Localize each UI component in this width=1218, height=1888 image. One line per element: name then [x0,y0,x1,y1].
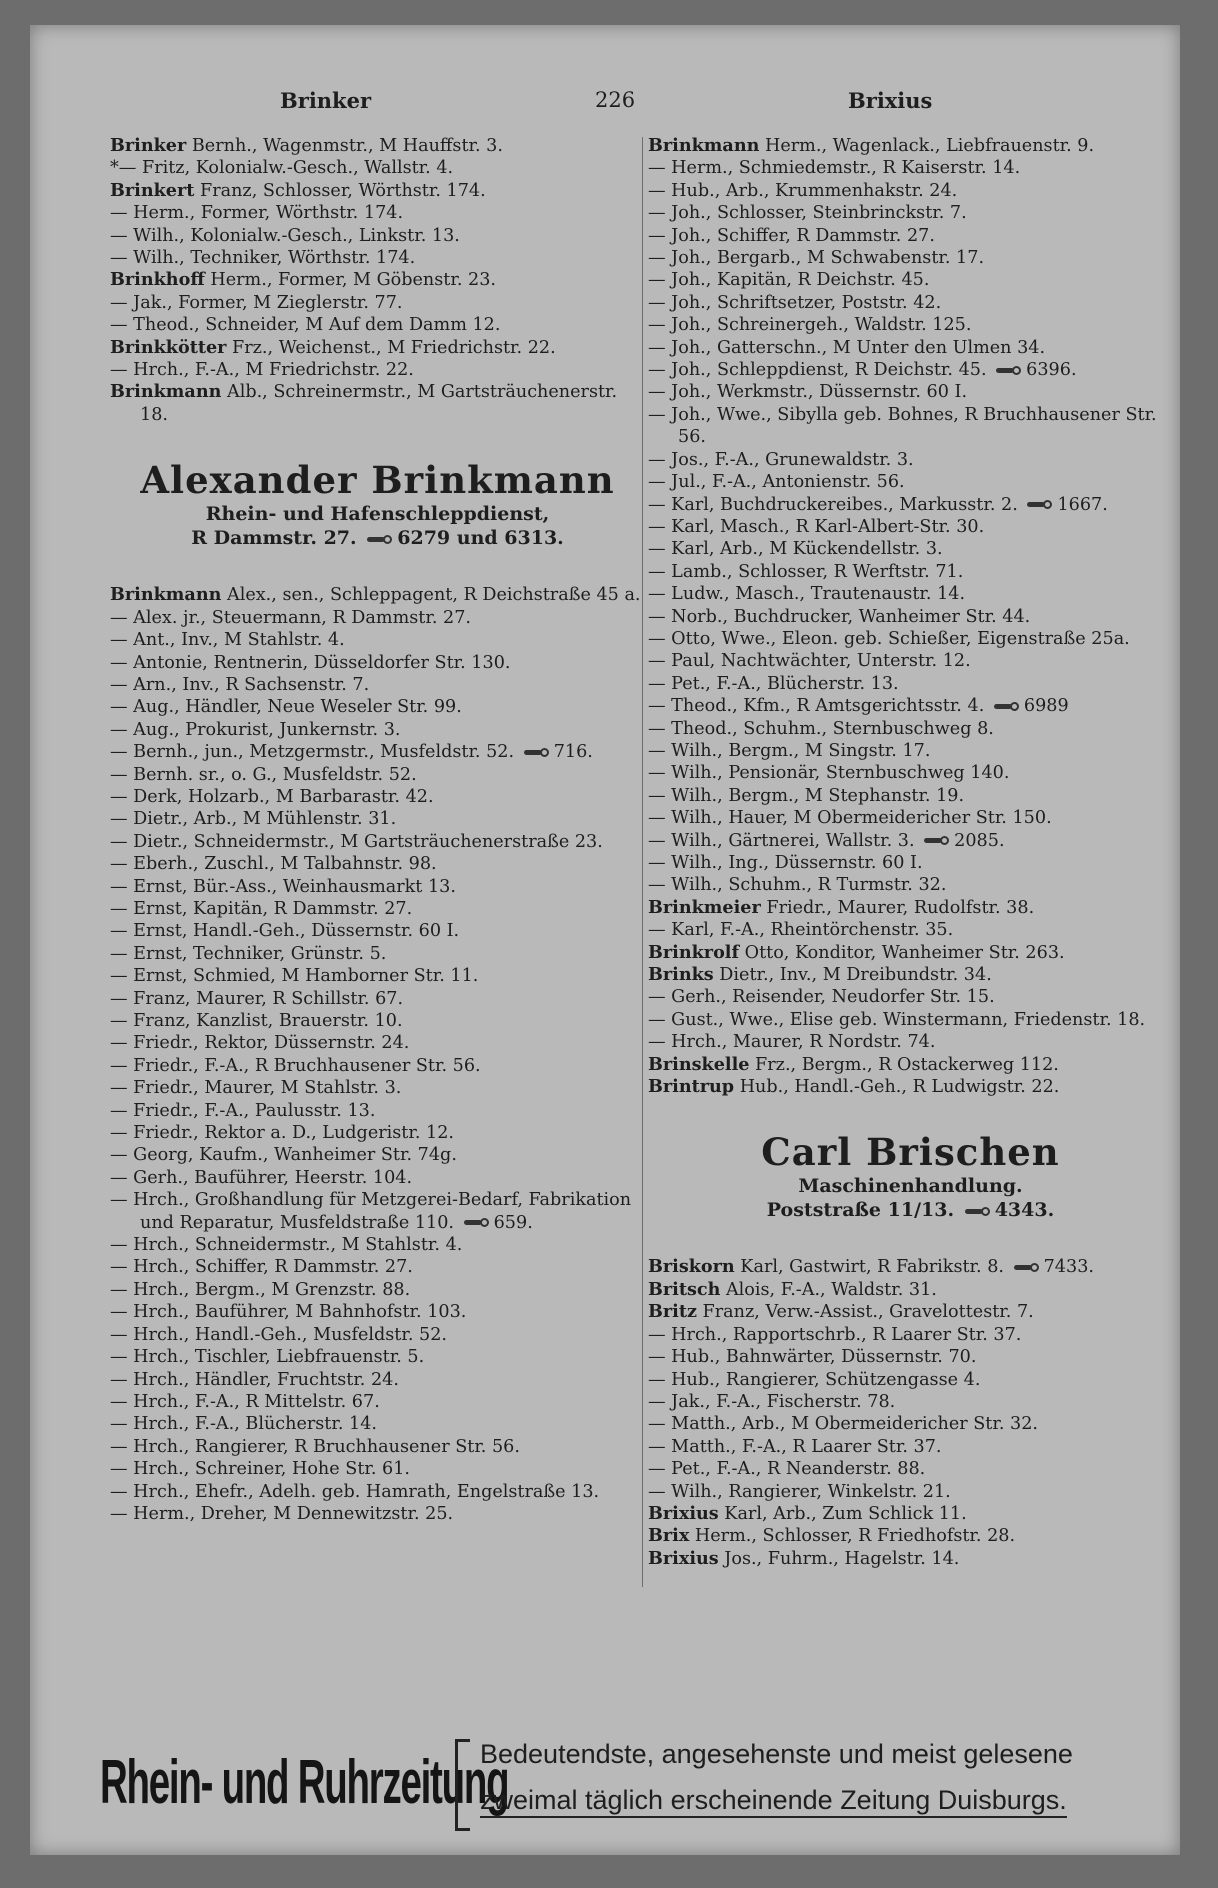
entry-text: — Hrch., Handl.-Geh., Musfeldstr. 52. [110,1324,447,1345]
business-advertisement [648,1130,1173,1222]
entry-text: — Jos., F.-A., Grunewaldstr. 3. [648,449,914,470]
entry-text: — Antonie, Rentnerin, Düsseldorfer Str. 130. [110,652,511,673]
directory-entry [648,606,1173,628]
entry-text: — Otto, Wwe., Eleon. geb. Schießer, Eigenstraße 25a. [648,628,1130,649]
entry-text: *— Fritz, Kolonialw.-Gesch., Wallstr. 4. [110,158,454,179]
directory-entry [110,1010,645,1032]
entry-text: — Dietr., Schneidermstr., M Gartsträuchenerstraße 23. [110,831,603,852]
phone-number: 4343. [994,1199,1055,1222]
entry-text: — Hrch., Rangierer, R Bruchhausener Str. 56. [110,1436,520,1457]
directory-entry [110,180,645,202]
entry-text: — Aug., Prokurist, Junkernstr. 3. [110,719,401,740]
directory-entry [110,988,645,1010]
phone-number: 1667. [1057,494,1108,515]
directory-entry [110,1055,645,1077]
directory-entry [648,897,1173,919]
directory-entry [648,919,1173,941]
directory-entry [648,516,1173,538]
directory-entry [110,853,645,875]
entry-text: — Wilh., Ing., Düssernstr. 60 I. [648,853,923,873]
entry-text: — Lamb., Schlosser, R Werftstr. 71. [648,561,964,582]
entry-text: — Ernst, Kapitän, R Dammstr. 27. [110,898,413,919]
entry-text: — Hrch., Maurer, R Nordstr. 74. [648,1032,936,1053]
entry-text: Frz., Weichenst., M Friedrichstr. 22. [226,337,556,358]
entry-text: — Wilh., Hauer, M Obermeidericher Str. 150. [648,808,1052,829]
surname: Britz [648,1301,697,1323]
entry-text: — Hrch., Händler, Fruchtstr. 24. [110,1369,399,1390]
ad-slogan-line-1: Bedeutendste, angesehenste und meist gelesene [480,1739,1073,1769]
directory-entry [648,359,1173,381]
surname: Brinkmeier [648,896,761,918]
directory-entry [648,740,1173,762]
entry-text: — Hrch., F.-A., M Friedrichstr. 22. [110,360,414,381]
entry-text: — Wilh., Bergm., M Singstr. 17. [648,740,931,761]
directory-entry [648,1346,1173,1368]
directory-entry [648,718,1173,740]
directory-entry [648,628,1173,650]
directory-entry [110,359,645,381]
directory-entry [110,292,645,314]
directory-entry [110,696,645,718]
directory-entry [648,135,1173,157]
surname: Brinskelle [648,1053,750,1075]
directory-entry [648,942,1173,964]
directory-entry [110,876,645,898]
surname: Briskorn [648,1256,735,1278]
directory-entry [648,673,1173,695]
entry-text: — Matth., Arb., M Obermeidericher Str. 32. [648,1414,1039,1435]
entry-text: — Friedr., F.-A., R Bruchhausener Str. 56. [110,1055,481,1076]
surname: Brinkrolf [648,941,740,963]
telephone-icon [996,366,1022,375]
directory-entry [648,1054,1173,1076]
entry-text: — Hub., Rangierer, Schützengasse 4. [648,1369,981,1390]
entry-text: — Hrch., Tischler, Liebfrauenstr. 5. [110,1347,425,1368]
entry-text: — Ernst, Bür.-Ass., Weinhausmarkt 13. [110,876,456,897]
directory-entry [648,561,1173,583]
entry-text: — Gerh., Reisender, Neudorfer Str. 15. [648,987,995,1008]
entry-text: Hub., Handl.-Geh., R Ludwigstr. 22. [734,1077,1060,1098]
advertiser-business: Rhein- und Hafenschleppdienst, [205,503,550,526]
entry-text: — Eberh., Zuschl., M Talbahnstr. 98. [110,854,437,875]
newspaper-advertisement [100,1737,1175,1832]
entry-text: — Wilh., Techniker, Wörthstr. 174. [110,248,416,269]
entry-text: — Derk, Holzarb., M Barbarastr. 42. [110,786,434,807]
directory-entry [110,1346,645,1368]
phone-number: 6396. [1026,360,1077,381]
entry-text: — Gust., Wwe., Elise geb. Winstermann, Friedenstr. 18. [648,1009,1146,1030]
directory-entry [110,269,645,291]
surname: Brinkmann [110,381,222,403]
entry-text: — Franz, Maurer, R Schillstr. 67. [110,988,404,1009]
directory-entry [110,719,645,741]
directory-entry [648,1436,1173,1458]
directory-entry [110,1301,645,1323]
advertiser-name: Alexander Brinkmann [140,458,615,503]
directory-entry [110,943,645,965]
entry-text: — Joh., Kapitän, R Deichstr. 45. [648,270,930,291]
entry-text: — Hrch., Schiffer, R Dammstr. 27. [110,1257,413,1278]
telephone-icon [965,1207,991,1216]
telephone-icon [1014,1263,1040,1272]
entry-text: Dietr., Inv., M Dreibundstr. 34. [713,965,992,986]
entry-text: — Joh., Gatterschn., M Unter den Ulmen 34. [648,337,1046,358]
entry-text: — Hrch., Rapportschrb., R Laarer Str. 37. [648,1324,1022,1345]
surname: Britsch [648,1278,721,1300]
surname: Brinkert [110,179,195,201]
entry-text: — Gerh., Bauführer, Heerstr. 104. [110,1167,413,1188]
directory-entry [110,1481,645,1503]
directory-entry [110,1458,645,1480]
entry-text: Herm., Schlosser, R Friedhofstr. 28. [689,1526,1016,1547]
surname: Brinkkötter [110,336,227,358]
entry-text: Alex., sen., Schleppagent, R Deichstraße 45 a. [221,585,641,606]
entry-text: Herm., Former, M Göbenstr. 23. [204,270,497,291]
directory-entry [648,247,1173,269]
advertiser-address [110,526,645,550]
directory-entry [648,964,1173,986]
surname: Brinkhoff [110,269,205,291]
directory-entry [648,538,1173,560]
entry-text: — Hrch., Schneidermstr., M Stahlstr. 4. [110,1235,463,1256]
entry-text: — Ernst, Handl.-Geh., Düssernstr. 60 I. [110,921,460,942]
directory-entry [648,583,1173,605]
entry-text: — Karl, F.-A., Rheintörchenstr. 35. [648,920,954,941]
entry-text: — Ludw., Masch., Trautenaustr. 14. [648,584,966,605]
directory-entry [648,314,1173,336]
directory-entry [648,269,1173,291]
page-number: 226 [595,88,636,112]
entry-text: — Ernst, Schmied, M Hamborner Str. 11. [110,966,479,987]
surname: Brinkmann [648,135,760,156]
surname: Brixius [648,1502,719,1524]
directory-entry [648,1279,1173,1301]
directory-entry [110,920,645,942]
surname: Brinks [648,964,714,986]
directory-entry [110,1391,645,1413]
directory-entry [110,674,645,696]
entry-text: Otto, Konditor, Wanheimer Str. 263. [739,942,1065,963]
entry-text: — Ernst, Techniker, Grünstr. 5. [110,943,387,964]
surname: Brintrup [648,1076,735,1098]
directory-entry [648,471,1173,493]
directory-page [30,25,1180,1855]
entry-text: — Wilh., Bergm., M Stephanstr. 19. [648,785,965,806]
entry-text: — Joh., Schriftsetzer, Poststr. 42. [648,292,942,313]
directory-entry [648,202,1173,224]
entry-text: — Friedr., F.-A., Paulusstr. 13. [110,1100,376,1121]
entry-text: — Hub., Bahnwärter, Düssernstr. 70. [648,1347,977,1368]
entry-text: — Karl, Buchdruckereibes., Markusstr. 2. [648,494,1018,515]
entry-text: — Jak., F.-A., Fischerstr. 78. [648,1391,896,1412]
entry-text: — Aug., Händler, Neue Weseler Str. 99. [110,697,462,718]
entry-text: — Hrch., F.-A., Blücherstr. 14. [110,1414,378,1435]
entry-text: — Georg, Kaufm., Wanheimer Str. 74g. [110,1145,457,1166]
directory-entry [648,1076,1173,1098]
left-column [110,135,645,1525]
entry-text: — Theod., Kfm., R Amtsgerichtsstr. 4. [648,696,985,717]
directory-entry [110,1503,645,1525]
entry-text: — Ant., Inv., M Stahlstr. 4. [110,630,345,651]
entry-text: — Hub., Arb., Krummenhakstr. 24. [648,180,958,201]
directory-entry [110,1100,645,1122]
page-header [30,88,1180,118]
telephone-icon [994,702,1020,711]
entry-text: — Dietr., Arb., M Mühlenstr. 31. [110,809,397,830]
directory-entry [110,381,645,426]
entry-text: — Hrch., Bauführer, M Bahnhofstr. 103. [110,1302,467,1323]
directory-entry [648,874,1173,896]
phone-number: 7433. [1043,1257,1094,1278]
business-advertisement [110,458,645,550]
directory-entry [110,202,645,224]
entry-text: — Bernh., jun., Metzgermstr., Musfeldstr. 52. [110,742,515,763]
entry-text: — Hrch., Großhandlung für Metzgerei-Bedarf, Fabrikation und Reparatur, Musfeldstraße 110. [110,1190,632,1233]
entry-text: — Joh., Schreinergeh., Waldstr. 125. [648,315,972,336]
entry-text: Jos., Fuhrm., Hagelstr. 14. [718,1548,960,1569]
directory-entry [648,381,1173,403]
directory-entry [648,1009,1173,1031]
directory-entry [110,225,645,247]
directory-entry [110,1077,645,1099]
directory-entry [110,584,645,606]
directory-entry [110,1436,645,1458]
directory-entry [110,1234,645,1256]
surname: Brix [648,1525,690,1547]
entry-text: — Bernh. sr., o. G., Musfeldstr. 52. [110,764,417,785]
directory-entry [648,852,1173,874]
entry-text: — Herm., Schmiedemstr., R Kaiserstr. 14. [648,158,1021,179]
surname: Brinkmann [110,584,222,606]
directory-entry [648,650,1173,672]
directory-entry [648,1031,1173,1053]
directory-entry [110,898,645,920]
directory-entry [110,808,645,830]
directory-entry [648,1548,1173,1570]
directory-entry [110,314,645,336]
directory-entry [110,1189,645,1234]
entry-text: — Herm., Former, Wörthstr. 174. [110,203,404,224]
directory-entry [110,135,645,157]
advertiser-street: Poststraße 11/13. [766,1199,955,1222]
directory-entry [648,785,1173,807]
telephone-icon [367,535,393,544]
telephone-icon [1027,500,1053,509]
directory-entry [648,404,1173,449]
directory-entry [110,786,645,808]
directory-entry [648,695,1173,717]
directory-entry [110,831,645,853]
entry-text: — Pet., F.-A., R Neanderstr. 88. [648,1459,926,1480]
phone-number: 6989 [1023,696,1069,717]
entry-text: — Karl, Arb., M Kückendellstr. 3. [648,539,943,560]
directory-entry [110,629,645,651]
surname: Brinker [110,135,187,156]
entry-text: — Friedr., Rektor a. D., Ludgeristr. 12. [110,1123,455,1144]
directory-entry [110,764,645,786]
entry-text: — Joh., Wwe., Sibylla geb. Bohnes, R Bruchhausener Str. 56. [648,404,1157,448]
telephone-icon [924,836,950,845]
entry-text: — Joh., Bergarb., M Schwabenstr. 17. [648,248,985,269]
entry-text: — Jul., F.-A., Antonienstr. 56. [648,472,905,493]
advertiser-name: Carl Brischen [761,1130,1060,1175]
directory-entry [648,1391,1173,1413]
directory-entry [648,157,1173,179]
entry-text: Alois, F.-A., Waldstr. 31. [720,1279,937,1300]
entry-text: — Hrch., Bergm., M Grenzstr. 88. [110,1279,411,1300]
telephone-icon [464,1218,490,1227]
directory-entry [648,830,1173,852]
entry-text: Franz, Schlosser, Wörthstr. 174. [194,180,486,201]
entry-text: Alb., Schreinermstr., M Gartsträuchenerstr. 18. [140,382,618,425]
directory-entry [648,762,1173,784]
entry-text: — Wilh., Rangierer, Winkelstr. 21. [648,1481,951,1502]
directory-entry [110,1256,645,1278]
entry-text: — Friedr., Rektor, Düssernstr. 24. [110,1033,410,1054]
entry-text: — Hrch., Schreiner, Hohe Str. 61. [110,1459,411,1480]
advertiser-address [648,1198,1173,1222]
telephone-icon [524,748,550,757]
ad-slogan-line-2: zweimal täglich erscheinende Zeitung Duisburgs. [480,1785,1067,1818]
directory-entry [110,652,645,674]
directory-entry [648,292,1173,314]
phone-number: 2085. [954,830,1005,851]
directory-entry [648,1324,1173,1346]
directory-entry [110,1032,645,1054]
entry-text: Frz., Bergm., R Ostackerweg 112. [749,1054,1059,1075]
directory-entry [110,965,645,987]
directory-entry [648,1369,1173,1391]
directory-entry [648,1525,1173,1547]
entry-text: — Matth., F.-A., R Laarer Str. 37. [648,1436,942,1457]
entry-text: — Pet., F.-A., Blücherstr. 13. [648,673,899,694]
directory-entry [110,1122,645,1144]
directory-entry [110,337,645,359]
directory-entry [648,1413,1173,1435]
directory-entry [110,1279,645,1301]
entry-text: Karl, Gastwirt, R Fabrikstr. 8. [734,1257,1005,1278]
entry-text: — Hrch., F.-A., R Mittelstr. 67. [110,1391,380,1412]
directory-entry [648,180,1173,202]
entry-text: — Joh., Schleppdienst, R Deichstr. 45. [648,360,987,381]
directory-entry [110,247,645,269]
directory-entry [110,607,645,629]
entry-text: — Franz, Kanzlist, Brauerstr. 10. [110,1011,403,1031]
entry-text: Friedr., Maurer, Rudolfstr. 38. [760,897,1035,918]
entry-text: — Wilh., Gärtnerei, Wallstr. 3. [648,830,915,851]
entry-text: Karl, Arb., Zum Schlick 11. [718,1503,967,1524]
advertiser-street: R Dammstr. 27. [191,527,357,550]
directory-entry [110,741,645,763]
directory-entry [648,1458,1173,1480]
advertiser-business: Maschinenhandlung. [798,1175,1023,1198]
directory-entry [110,1144,645,1166]
directory-entry [648,1256,1173,1278]
directory-entry [648,449,1173,471]
directory-entry [648,225,1173,247]
entry-text: — Herm., Dreher, M Dennewitzstr. 25. [110,1503,454,1524]
entry-text: — Joh., Schlosser, Steinbrinckstr. 7. [648,203,967,224]
entry-text: Bernh., Wagenmstr., M Hauffstr. 3. [186,136,503,156]
header-right-keyword: Brixius [848,88,933,113]
bracket-divider [455,1739,470,1831]
phone-number: 6279 und 6313. [397,527,564,550]
right-column [648,135,1173,1570]
entry-text: — Friedr., Maurer, M Stahlstr. 3. [110,1078,402,1099]
directory-entry [110,1369,645,1391]
entry-text: — Theod., Schuhm., Sternbuschweg 8. [648,718,994,739]
directory-entry [110,1413,645,1435]
directory-entry [110,157,645,179]
entry-text: — Hrch., Ehefr., Adelh. geb. Hamrath, Engelstraße 13. [110,1481,600,1502]
directory-entry [648,494,1173,516]
header-left-keyword: Brinker [280,88,372,113]
directory-entry [648,807,1173,829]
entry-text: — Wilh., Kolonialw.-Gesch., Linkstr. 13. [110,225,460,246]
entry-text: Herm., Wagenlack., Liebfrauenstr. 9. [759,136,1095,156]
newspaper-brand: Rhein- und Ruhrzeitung [100,1748,509,1817]
directory-entry [648,1481,1173,1503]
directory-entry [648,1503,1173,1525]
entry-text: Franz, Verw.-Assist., Gravelottestr. 7. [696,1302,1034,1323]
directory-entry [110,1167,645,1189]
entry-text: — Norb., Buchdrucker, Wanheimer Str. 44. [648,606,1031,627]
entry-text: — Paul, Nachtwächter, Unterstr. 12. [648,651,971,672]
entry-text: — Joh., Werkmstr., Düssernstr. 60 I. [648,382,968,403]
phone-number: 716. [553,742,593,763]
directory-entry [110,1324,645,1346]
entry-text: — Jak., Former, M Zieglerstr. 77. [110,292,403,313]
entry-text: — Karl, Masch., R Karl-Albert-Str. 30. [648,516,985,537]
directory-entry [648,986,1173,1008]
entry-text: — Theod., Schneider, M Auf dem Damm 12. [110,315,501,336]
entry-text: — Alex. jr., Steuermann, R Dammstr. 27. [110,607,471,628]
surname: Brixius [648,1547,719,1569]
entry-text: — Arn., Inv., R Sachsenstr. 7. [110,674,370,695]
phone-number: 659. [493,1212,533,1233]
entry-text: — Wilh., Pensionär, Sternbuschweg 140. [648,763,1010,784]
entry-text: — Joh., Schiffer, R Dammstr. 27. [648,225,935,246]
directory-entry [648,337,1173,359]
directory-entry [648,1301,1173,1323]
entry-text: — Wilh., Schuhm., R Turmstr. 32. [648,875,947,896]
